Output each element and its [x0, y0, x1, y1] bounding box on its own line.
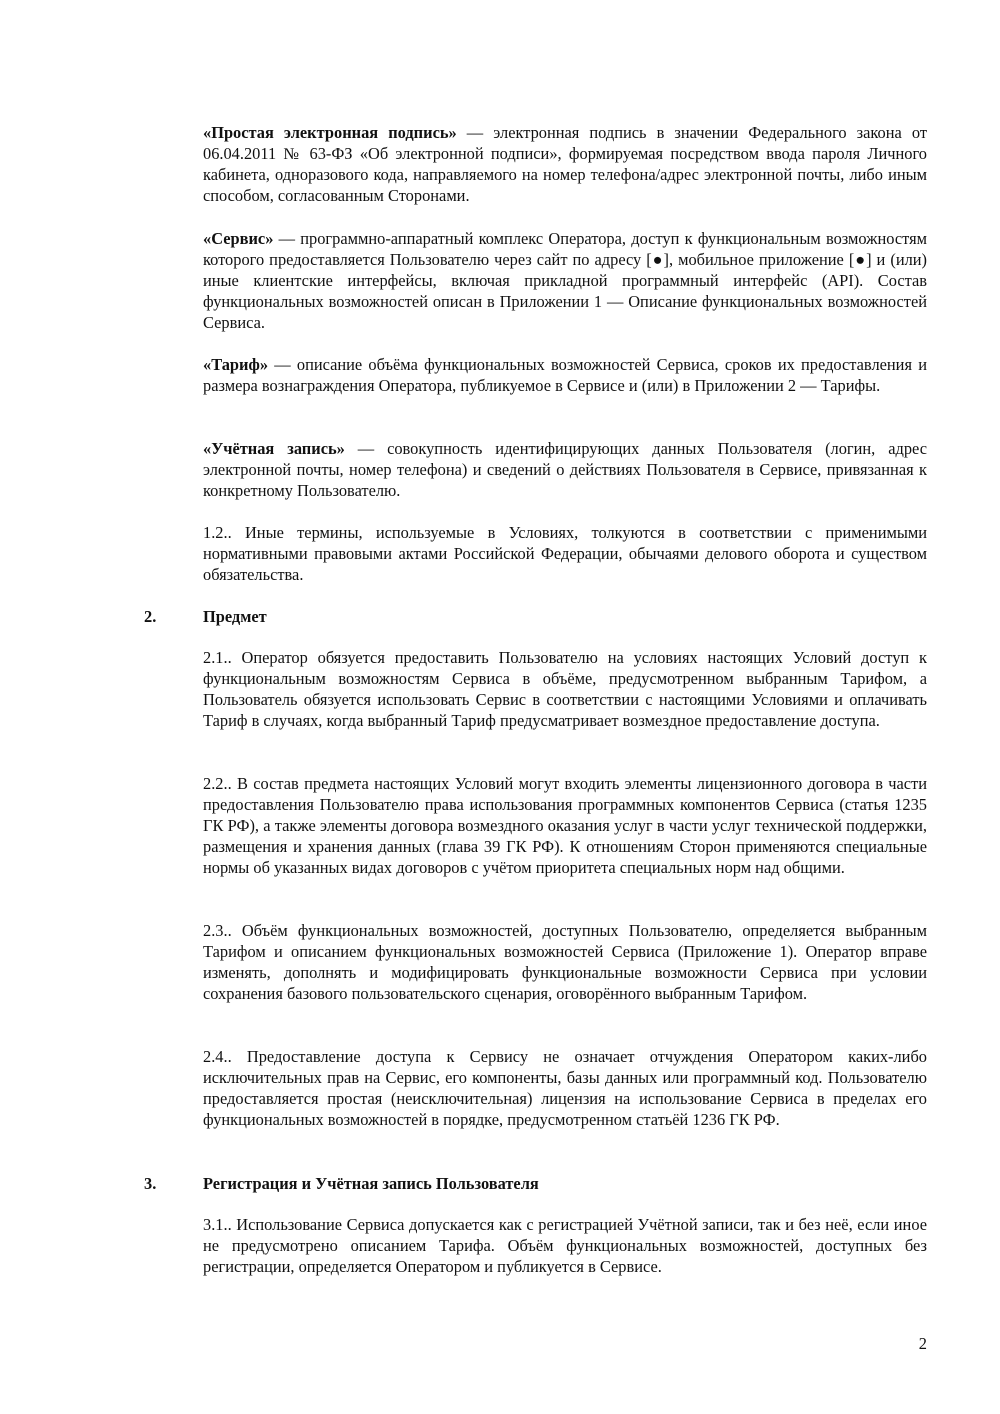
section-heading-2	[144, 606, 267, 627]
definition-tariff	[203, 354, 927, 396]
definition-text: — совокупность идентифицирующих данных Пользователя (логин, адрес электронной почты, номер телефона) и сведений о действиях Пользователя в Сервисе, привязанная к конкретному Пользователю.	[203, 439, 927, 500]
clause-1-2: 1.2.. Иные термины, используемые в Условиях, толкуются в соответствии с применимыми нормативными правовыми актами Российской Федерации, обычаями делового оборота и существом обязательства.	[203, 523, 927, 584]
term-label: «Тариф»	[203, 355, 269, 374]
clause-3-1: 3.1.. Использование Сервиса допускается как с регистрацией Учётной записи, так и без неё, если иное не предусмотрено описанием Тарифа. Объём функциональных возможностей, доступных без регистрации, определяется Оператором и публикуется в Сервисе.	[203, 1215, 927, 1276]
page-number: 2	[918, 1334, 927, 1353]
definition-text: — описание объёма функциональных возможностей Сервиса, сроков их предоставления и размера вознаграждения Оператора, публикуемое в Сервисе и (или) в Приложении 2 — Тарифы.	[203, 355, 927, 395]
term-label: «Учётная запись»	[203, 439, 345, 458]
term-label: «Простая электронная подпись»	[203, 123, 457, 142]
clause-2-1: 2.1.. Оператор обязуется предоставить Пользователю на условиях настоящих Условий доступ к функциональным возможностям Сервиса в объёме, предусмотренном выбранным Тарифом, а Пользователь обязуется использовать Сервис в соответствии с настоящими Условиями и оплачивать Тариф в случаях, когда выбранный Тариф предусматривает возмездное предоставление доступа.	[203, 648, 927, 730]
definition-account	[203, 438, 927, 501]
section-number: 3.	[144, 1174, 157, 1193]
clause-2-2: 2.2.. В состав предмета настоящих Условий могут входить элементы лицензионного договора в части предоставления Пользователю права использования программных компонентов Сервиса (статья 1235 ГК РФ), а также элементы договора возмездного оказания услуг в части услуг технической поддержки, размещения и хранения данных (глава 39 ГК РФ). К отношениям Сторон применяются специальные нормы об указанных видах договоров с учётом приоритета специальных норм над общими.	[203, 774, 927, 877]
section-number: 2.	[144, 607, 157, 626]
section-title: Регистрация и Учётная запись Пользователя	[203, 1174, 539, 1193]
section-heading-3	[144, 1173, 539, 1194]
clause-2-3: 2.3.. Объём функциональных возможностей, доступных Пользователю, определяется выбранным Тарифом и описанием функциональных возможностей Сервиса (Приложение 1). Оператор вправе изменять, дополнять и модифицировать функциональные возможности Сервиса при условии сохранения базового пользовательского сценария, оговорённого выбранным Тарифом.	[203, 921, 927, 1003]
clause-2-4: 2.4.. Предоставление доступа к Сервису не означает отчуждения Оператором каких-либо исключительных прав на Сервис, его компоненты, базы данных или программный код. Пользователю предоставляется простая (неисключительная) лицензия на использование Сервиса в пределах его функциональных возможностей в порядке, предусмотренном статьёй 1236 ГК РФ.	[203, 1047, 927, 1129]
section-title: Предмет	[203, 607, 267, 626]
definition-text: — программно-аппаратный комплекс Оператора, доступ к функциональным возможностям которого предоставляется Пользователю через сайт по адресу [●], мобильное приложение [●] и (или) иные клиентские интерфейсы, включая прикладной программный интерфейс (API). Состав функциональных возможностей описан в Приложении 1 — Описание функциональных возможностей Сервиса.	[203, 229, 927, 332]
definition-simple-e-signature	[203, 122, 927, 206]
definition-text: — электронная подпись в значении Федерального закона от 06.04.2011 № 63-ФЗ «Об электронной подписи», формируемая посредством ввода пароля Личного кабинета, одноразового кода, направляемого на номер телефона/адрес электронной почты, либо иным способом, согласованным Сторонами.	[203, 123, 927, 205]
definition-service	[203, 228, 927, 333]
term-label: «Сервис»	[203, 229, 274, 248]
